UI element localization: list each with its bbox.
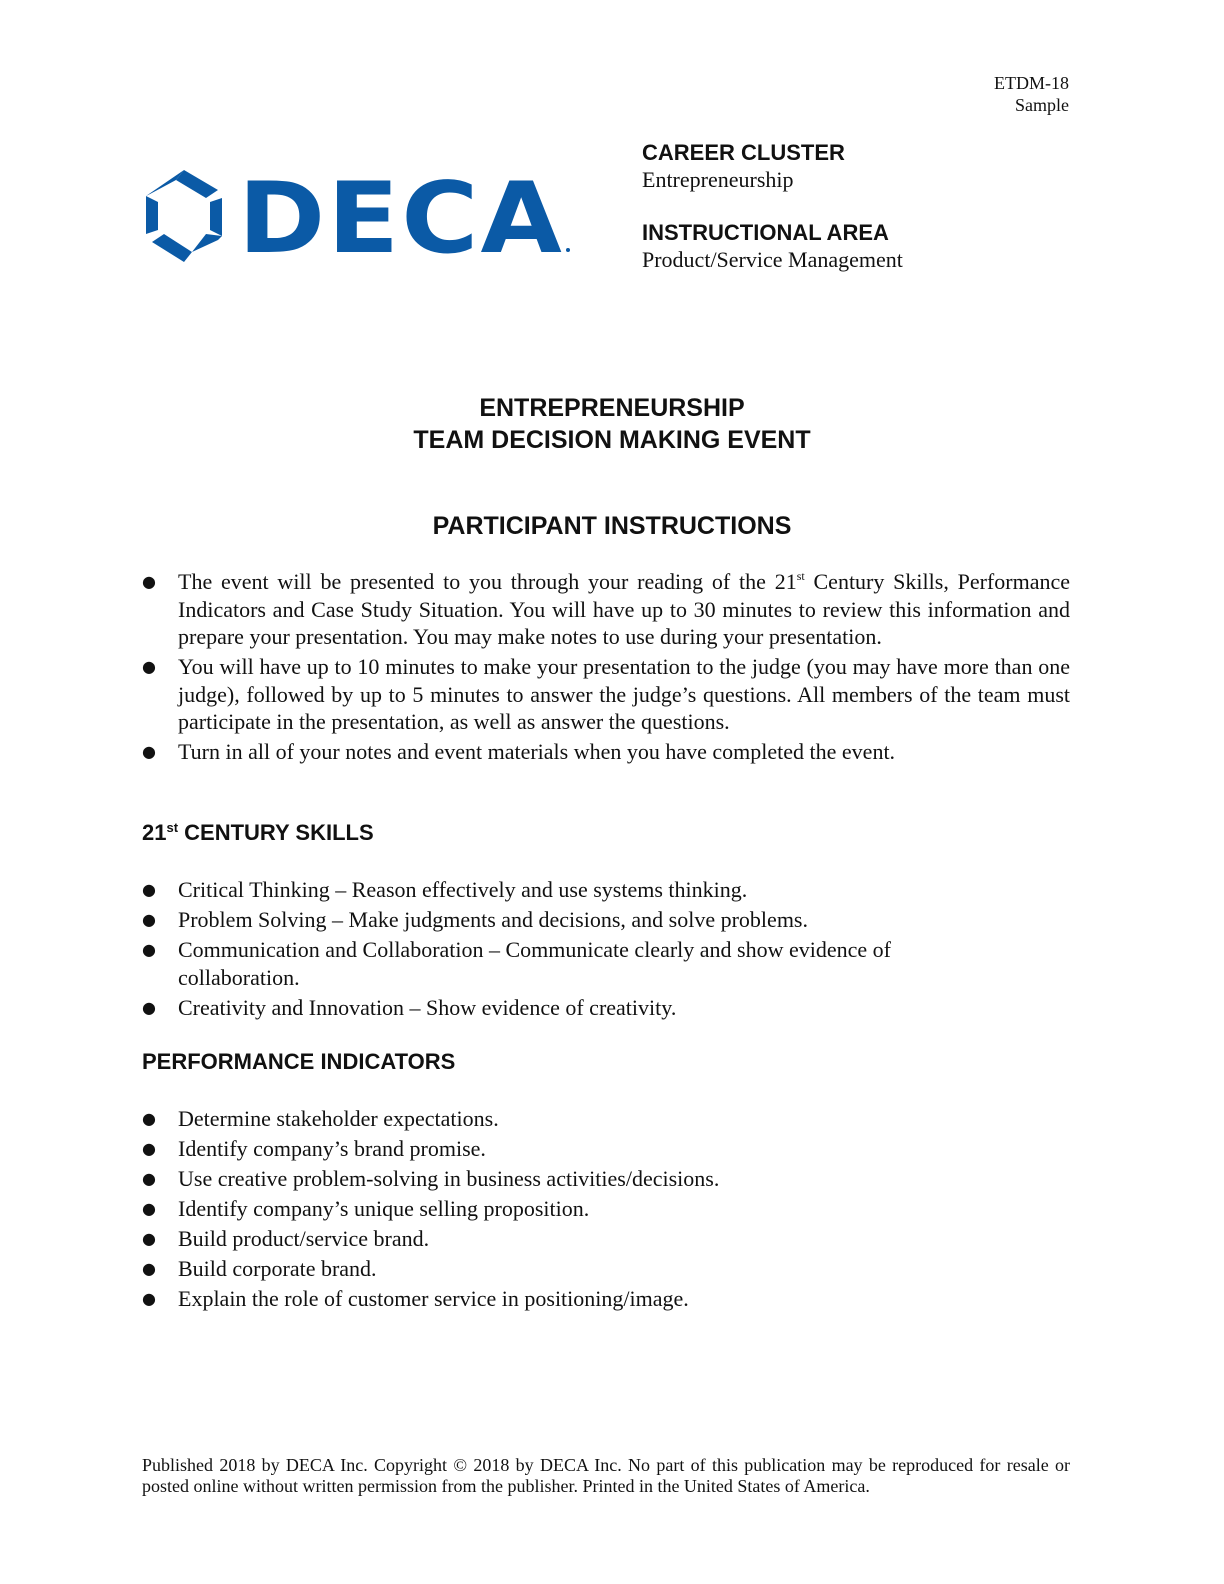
list-item [142,1165,1042,1193]
bullet-icon: ● [142,657,156,676]
event-title-line1: ENTREPRENEURSHIP [479,394,745,422]
event-title-line2: TEAM DECISION MAKING EVENT [413,426,811,454]
indicator-text: Identify company’s unique selling proposition. [178,1196,590,1221]
indicator-text: Build product/service brand. [178,1226,430,1251]
list-item [142,1105,1042,1133]
list-item [142,1135,1042,1163]
century-skills-heading: 21st CENTURY SKILLS [142,820,374,845]
list-item [142,936,1042,991]
list-item [142,906,1042,934]
logo-text: DECA [238,168,564,264]
indicator-text: Identify company’s brand promise. [178,1136,486,1161]
deca-diamond-logo-icon [144,168,576,264]
performance-indicators-heading: PERFORMANCE INDICATORS [142,1049,456,1074]
instruction-text: Turn in all of your notes and event materials when you have completed the event. [178,739,896,764]
list-item [142,738,1070,766]
list-item [142,994,1042,1022]
skill-text: Communication and Collaboration – Communicate clearly and show evidence of collaboration. [178,937,891,990]
instructional-area-label: INSTRUCTIONAL AREA [642,220,889,245]
indicator-text: Use creative problem-solving in business activities/decisions. [178,1166,720,1191]
instruction-text: The event will be presented to you through your reading of the 21st Century Skills, Performance Indicators and Case Study Situation. You will have up to 30 minutes to review this information and prepare your presentation. You may make notes to use during your presentation. [178,569,1070,649]
copyright-footer: Published 2018 by DECA Inc. Copyright © 2018 by DECA Inc. No part of this publication may be reproduced for resale or posted online without written permission from the publisher. Printed in the United States of America. [142,1455,1070,1496]
document-code-block [994,72,1069,116]
list-item [142,1285,1042,1313]
bullet-icon: ● [142,1229,156,1248]
list-item [142,876,1042,904]
list-item [142,653,1070,736]
document-status: Sample [1015,95,1069,115]
bullet-icon: ● [142,997,156,1017]
bullet-icon: ● [142,1169,156,1188]
bullet-icon: ● [142,1139,156,1158]
list-item [142,568,1070,651]
bullet-icon: ● [142,940,156,959]
bullet-icon: ● [142,572,156,591]
bullet-icon: ● [142,880,156,899]
indicator-text: Determine stakeholder expectations. [178,1106,499,1131]
participant-instructions-title: PARTICIPANT INSTRUCTIONS [432,512,792,540]
career-cluster-label: CAREER CLUSTER [642,140,845,165]
skill-text: Critical Thinking – Reason effectively and use systems thinking. [178,877,748,902]
list-item [142,1255,1042,1283]
list-item [142,1225,1042,1253]
instructional-area-value: Product/Service Management [642,247,903,272]
performance-indicators-list [142,1105,1042,1315]
bullet-icon: ● [142,1259,156,1278]
indicator-text: Build corporate brand. [178,1256,377,1281]
deca-logo [144,168,576,264]
bullet-icon: ● [142,1109,156,1128]
bullet-icon: ● [142,1199,156,1218]
event-title [0,392,1224,456]
bullet-icon: ● [142,910,156,929]
indicator-text: Explain the role of customer service in positioning/image. [178,1286,689,1311]
bullet-icon: ● [142,1289,156,1308]
document-code: ETDM-18 [994,73,1069,93]
instruction-text: You will have up to 10 minutes to make your presentation to the judge (you may have more than one judge), followed by up to 5 minutes to answer the judge’s questions. All members of the team must participate in the presentation, as well as answer the questions. [178,654,1070,734]
list-item [142,1195,1042,1223]
skill-text: Creativity and Innovation – Show evidence of creativity. [178,994,677,1020]
bullet-icon: ● [142,742,156,761]
cluster-info [642,140,1082,300]
skill-text: Problem Solving – Make judgments and decisions, and solve problems. [178,907,808,932]
participant-instructions-list [142,568,1070,768]
century-skills-list [142,876,1042,1024]
career-cluster-value: Entrepreneurship [642,167,794,192]
